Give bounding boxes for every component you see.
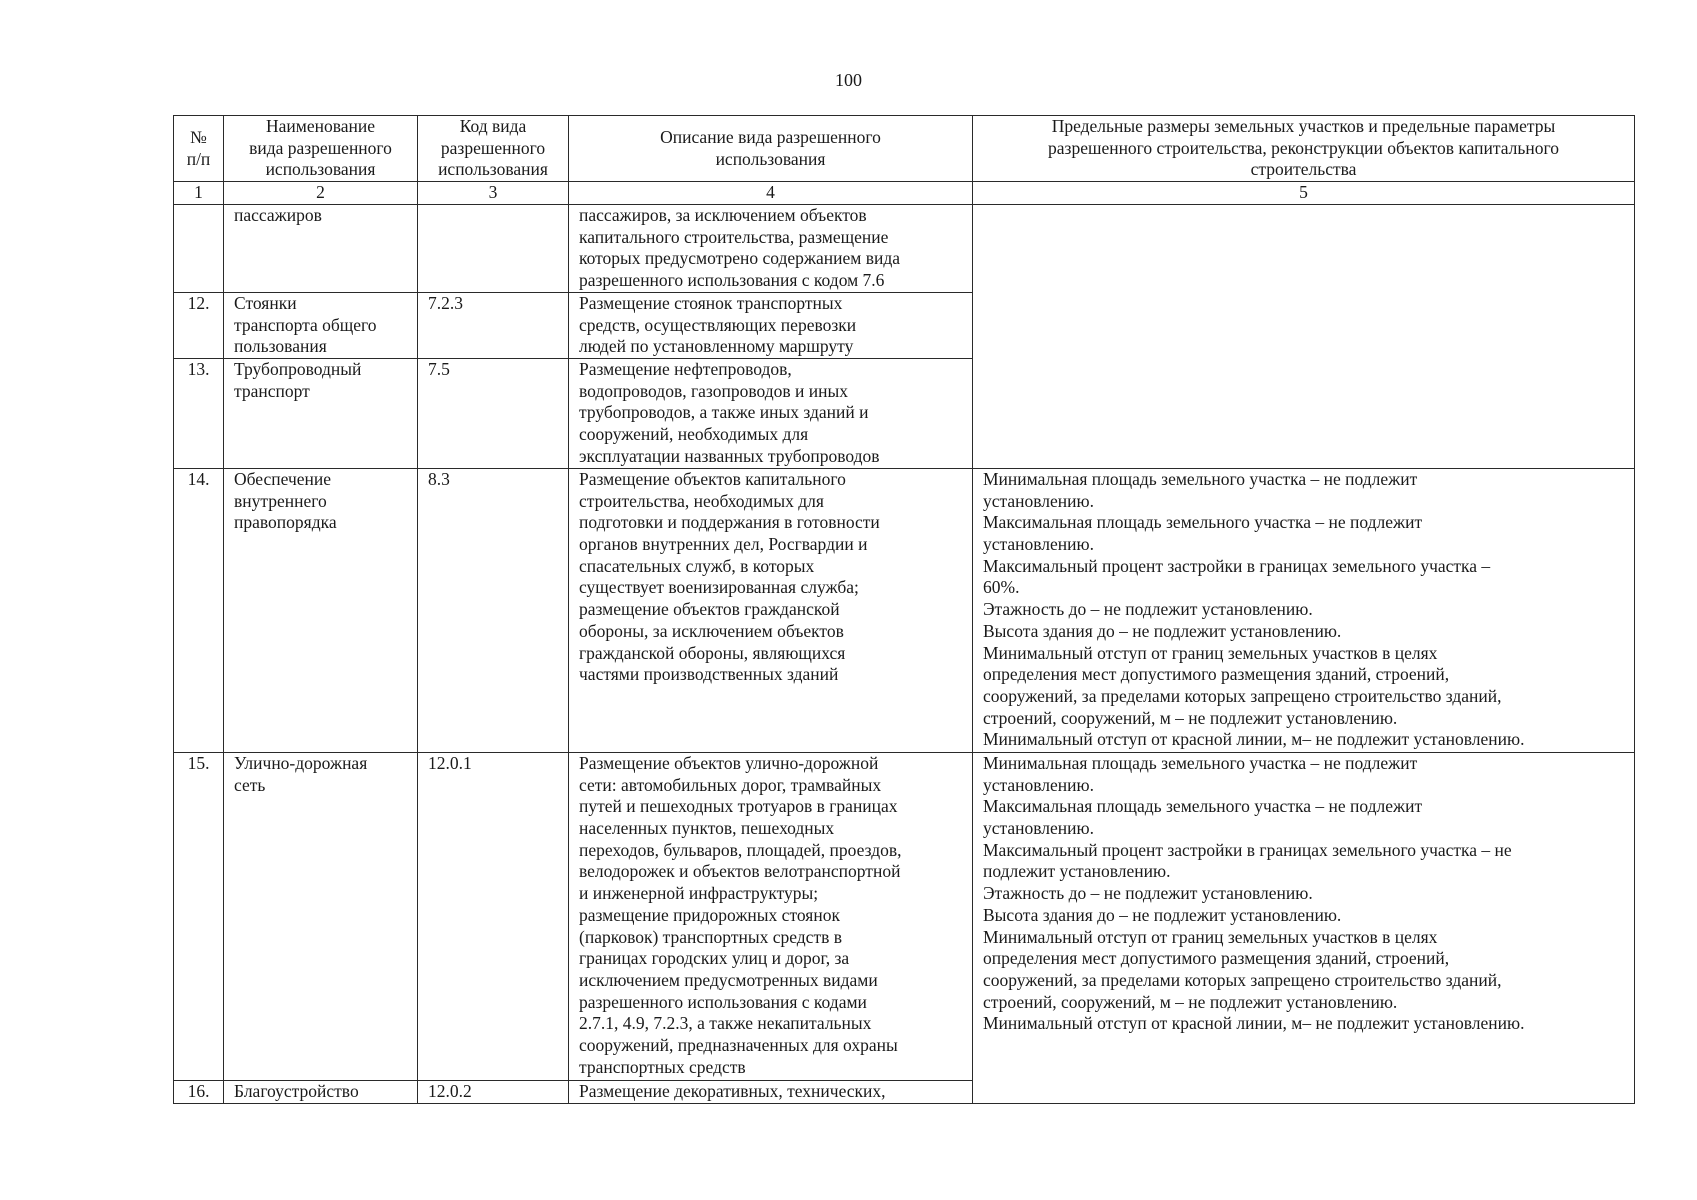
column-number: 5 (973, 182, 1635, 205)
header-limit-parameters: Предельные размеры земельных участков и предельные параметры разрешенного строительства, реконструкции объектов капитального строительства (973, 116, 1635, 182)
column-number: 2 (224, 182, 418, 205)
table-row (174, 468, 1635, 752)
row-use-name: Стоянки транспорта общего пользования (224, 292, 418, 358)
column-number: 4 (569, 182, 973, 205)
header-use-code: Код вида разрешенного использования (418, 116, 569, 182)
table-header-row (174, 116, 1635, 182)
header-use-description: Описание вида разрешенного использования (569, 116, 973, 182)
row-use-code (418, 204, 569, 292)
row-use-name: пассажиров (224, 204, 418, 292)
row-use-description: Размещение декоративных, технических, (569, 1080, 973, 1103)
page-number: 100 (835, 70, 862, 90)
row-number: 16. (174, 1080, 224, 1103)
row-use-name: Благоустройство (224, 1080, 418, 1103)
row-use-description: Размещение объектов улично-дорожной сети: автомобильных дорог, трамвайных путей и пешеходных тротуаров в границах населенных пунктов, пешеходных переходов, бульваров, площадей, проездов, велодорожек и объектов велотранспортной и инженерной инфраструктуры; размещение придорожных стоянок (парковок) транспортных средств в границах городских улиц и дорог, за исключением предусмотренных видами разрешенного использования с кодами 2.7.1, 4.9, 7.2.3, а также некапитальных сооружений, предназначенных для охраны транспортных средств (569, 752, 973, 1080)
row-limit-parameters: Минимальная площадь земельного участка – не подлежит установлению. Максимальная площадь земельного участка – не подлежит установлению. Максимальный процент застройки в границах земельного участка – не подлежит установлению. Этажность до – не подлежит установлению. Высота здания до – не подлежит установлению. Минимальный отступ от границ земельных участков в целях определения мест допустимого размещения зданий, строений, сооружений, за пределами которых запрещено строительство зданий, строений, сооружений, м – не подлежит установлению. Минимальный отступ от красной линии, м– не подлежит установлению. (973, 752, 1635, 1103)
column-number: 3 (418, 182, 569, 205)
row-use-description: Размещение нефтепроводов, водопроводов, газопроводов и иных трубопроводов, а также иных зданий и сооружений, необходимых для эксплуатации названных трубопроводов (569, 358, 973, 468)
column-number-row (174, 182, 1635, 205)
row-limit-parameters: Минимальная площадь земельного участка – не подлежит установлению. Максимальная площадь земельного участка – не подлежит установлению. Максимальный процент застройки в границах земельного участка – 60%. Этажность до – не подлежит установлению. Высота здания до – не подлежит установлению. Минимальный отступ от границ земельных участков в целях определения мест допустимого размещения зданий, строений, сооружений, за пределами которых запрещено строительство зданий, строений, сооружений, м – не подлежит установлению. Минимальный отступ от красной линии, м– не подлежит установлению. (973, 468, 1635, 752)
header-use-name: Наименование вида разрешенного использования (224, 116, 418, 182)
row-use-code: 12.0.2 (418, 1080, 569, 1103)
row-use-name: Обеспечение внутреннего правопорядка (224, 468, 418, 752)
row-use-description: пассажиров, за исключением объектов капитального строительства, размещение которых предусмотрено содержанием вида разрешенного использования с кодом 7.6 (569, 204, 973, 292)
row-number: 14. (174, 468, 224, 752)
row-use-description: Размещение стоянок транспортных средств, осуществляющих перевозки людей по установленному маршруту (569, 292, 973, 358)
row-use-code: 8.3 (418, 468, 569, 752)
row-number: 15. (174, 752, 224, 1080)
row-number (174, 204, 224, 292)
row-use-name: Улично-дорожная сеть (224, 752, 418, 1080)
row-use-code: 7.2.3 (418, 292, 569, 358)
row-use-code: 12.0.1 (418, 752, 569, 1080)
row-limit-parameters-empty (973, 204, 1635, 468)
column-number: 1 (174, 182, 224, 205)
header-number: № п/п (174, 116, 224, 182)
row-use-code: 7.5 (418, 358, 569, 468)
land-use-table (173, 115, 1635, 1104)
row-number: 13. (174, 358, 224, 468)
row-use-name: Трубопроводный транспорт (224, 358, 418, 468)
row-number: 12. (174, 292, 224, 358)
row-use-description: Размещение объектов капитального строительства, необходимых для подготовки и поддержания в готовности органов внутренних дел, Росгвардии и спасательных служб, в которых существует военизированная служба; размещение объектов гражданской обороны, за исключением объектов гражданской обороны, являющихся частями производственных зданий (569, 468, 973, 752)
table-row (174, 752, 1635, 1080)
table-row (174, 204, 1635, 292)
